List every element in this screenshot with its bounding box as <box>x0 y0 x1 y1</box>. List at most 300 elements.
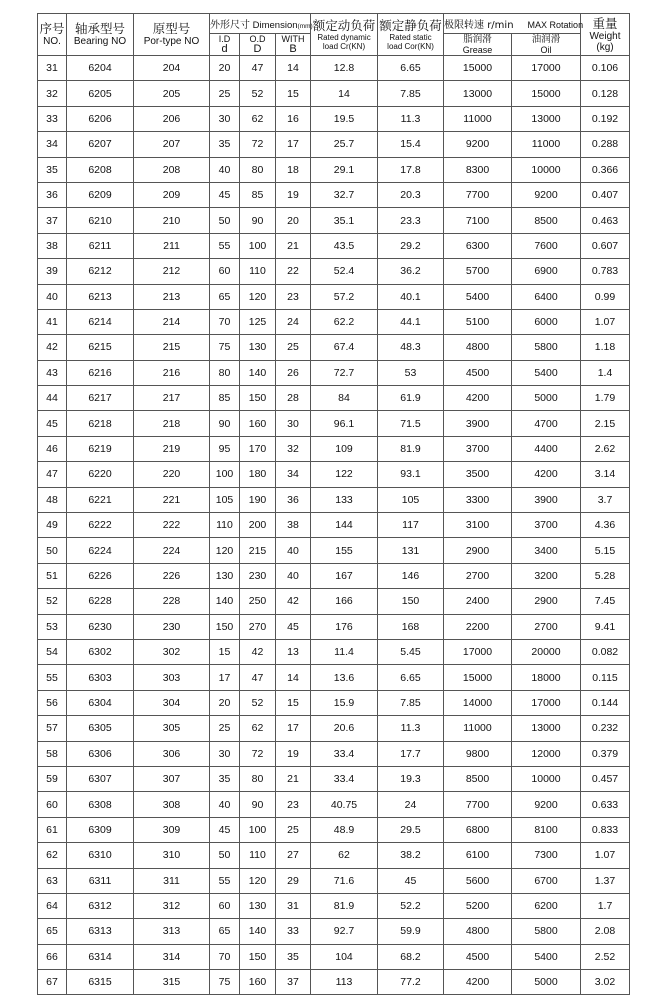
cell-old-type: 306 <box>134 741 210 766</box>
cell-bearing-no: 6224 <box>67 538 134 563</box>
cell-oil-speed: 7300 <box>512 843 581 868</box>
cell-grease-speed: 5100 <box>444 309 512 334</box>
cell-static-load: 81.9 <box>378 436 444 461</box>
cell-static-load: 7.85 <box>378 690 444 715</box>
cell-width: 19 <box>276 741 311 766</box>
cell-bearing-no: 6220 <box>67 462 134 487</box>
cell-weight: 1.07 <box>581 309 630 334</box>
cell-weight: 0.633 <box>581 792 630 817</box>
cell-static-load: 77.2 <box>378 970 444 995</box>
table-row <box>38 741 630 766</box>
cell-old-type: 313 <box>134 919 210 944</box>
cell-no: 63 <box>38 868 67 893</box>
cell-oil-speed: 2900 <box>512 589 581 614</box>
cell-weight: 2.08 <box>581 919 630 944</box>
cell-bearing-no: 6228 <box>67 589 134 614</box>
cell-dynamic-load: 15.9 <box>311 690 378 715</box>
table-row <box>38 690 630 715</box>
cell-width: 14 <box>276 56 311 81</box>
cell-oil-speed: 5800 <box>512 335 581 360</box>
table-row <box>38 284 630 309</box>
cell-bearing-no: 6222 <box>67 513 134 538</box>
cell-static-load: 23.3 <box>378 208 444 233</box>
header-weight: 重量 Weight (kg) <box>581 14 630 56</box>
cell-old-type: 226 <box>134 563 210 588</box>
cell-inner-diameter: 55 <box>210 233 240 258</box>
cell-old-type: 208 <box>134 157 210 182</box>
cell-bearing-no: 6303 <box>67 665 134 690</box>
cell-dynamic-load: 57.2 <box>311 284 378 309</box>
cell-inner-diameter: 60 <box>210 259 240 284</box>
cell-no: 53 <box>38 614 67 639</box>
header-dimension: 外形尺寸 Dimension(mm) <box>210 14 311 34</box>
cell-grease-speed: 5600 <box>444 868 512 893</box>
cell-dynamic-load: 33.4 <box>311 741 378 766</box>
cell-no: 66 <box>38 944 67 969</box>
cell-bearing-no: 6314 <box>67 944 134 969</box>
cell-weight: 2.15 <box>581 411 630 436</box>
cell-static-load: 7.85 <box>378 81 444 106</box>
cell-inner-diameter: 25 <box>210 716 240 741</box>
bearing-spec-table <box>37 13 630 995</box>
cell-old-type: 222 <box>134 513 210 538</box>
table-row <box>38 182 630 207</box>
cell-inner-diameter: 100 <box>210 462 240 487</box>
cell-width: 19 <box>276 182 311 207</box>
cell-grease-speed: 5200 <box>444 893 512 918</box>
cell-oil-speed: 18000 <box>512 665 581 690</box>
cell-oil-speed: 8100 <box>512 817 581 842</box>
cell-no: 44 <box>38 386 67 411</box>
cell-bearing-no: 6209 <box>67 182 134 207</box>
cell-no: 64 <box>38 893 67 918</box>
table-row <box>38 233 630 258</box>
cell-bearing-no: 6312 <box>67 893 134 918</box>
cell-oil-speed: 6700 <box>512 868 581 893</box>
cell-oil-speed: 17000 <box>512 690 581 715</box>
cell-dynamic-load: 84 <box>311 386 378 411</box>
cell-outer-diameter: 140 <box>240 360 276 385</box>
cell-dynamic-load: 43.5 <box>311 233 378 258</box>
cell-old-type: 221 <box>134 487 210 512</box>
cell-dynamic-load: 12.8 <box>311 56 378 81</box>
cell-outer-diameter: 100 <box>240 233 276 258</box>
cell-width: 38 <box>276 513 311 538</box>
cell-outer-diameter: 42 <box>240 639 276 664</box>
cell-oil-speed: 3200 <box>512 563 581 588</box>
cell-oil-speed: 15000 <box>512 81 581 106</box>
cell-oil-speed: 8500 <box>512 208 581 233</box>
cell-static-load: 44.1 <box>378 309 444 334</box>
cell-width: 29 <box>276 868 311 893</box>
cell-oil-speed: 7600 <box>512 233 581 258</box>
table-row <box>38 335 630 360</box>
cell-weight: 3.7 <box>581 487 630 512</box>
cell-old-type: 206 <box>134 106 210 131</box>
cell-grease-speed: 11000 <box>444 106 512 131</box>
cell-outer-diameter: 72 <box>240 132 276 157</box>
cell-dynamic-load: 35.1 <box>311 208 378 233</box>
cell-width: 34 <box>276 462 311 487</box>
cell-static-load: 24 <box>378 792 444 817</box>
cell-dynamic-load: 62 <box>311 843 378 868</box>
cell-dynamic-load: 33.4 <box>311 766 378 791</box>
cell-no: 40 <box>38 284 67 309</box>
cell-outer-diameter: 140 <box>240 919 276 944</box>
cell-outer-diameter: 80 <box>240 157 276 182</box>
cell-dynamic-load: 144 <box>311 513 378 538</box>
cell-bearing-no: 6310 <box>67 843 134 868</box>
cell-width: 37 <box>276 970 311 995</box>
cell-weight: 5.15 <box>581 538 630 563</box>
cell-weight: 0.463 <box>581 208 630 233</box>
cell-grease-speed: 14000 <box>444 690 512 715</box>
table-row <box>38 665 630 690</box>
cell-inner-diameter: 20 <box>210 56 240 81</box>
cell-bearing-no: 6207 <box>67 132 134 157</box>
header-grease: 脂润滑 Grease <box>444 34 512 56</box>
cell-static-load: 150 <box>378 589 444 614</box>
cell-grease-speed: 6300 <box>444 233 512 258</box>
cell-width: 23 <box>276 792 311 817</box>
cell-outer-diameter: 62 <box>240 716 276 741</box>
table-row <box>38 513 630 538</box>
header-outer-diameter: O.D D <box>240 34 276 56</box>
cell-old-type: 218 <box>134 411 210 436</box>
cell-no: 43 <box>38 360 67 385</box>
cell-inner-diameter: 70 <box>210 944 240 969</box>
cell-static-load: 105 <box>378 487 444 512</box>
cell-grease-speed: 3900 <box>444 411 512 436</box>
cell-weight: 0.128 <box>581 81 630 106</box>
table-row <box>38 843 630 868</box>
cell-width: 24 <box>276 309 311 334</box>
cell-static-load: 48.3 <box>378 335 444 360</box>
header-static-load: 额定静负荷 Rated static load Cor(KN) <box>378 14 444 56</box>
cell-outer-diameter: 110 <box>240 259 276 284</box>
cell-oil-speed: 5000 <box>512 386 581 411</box>
cell-dynamic-load: 72.7 <box>311 360 378 385</box>
cell-old-type: 220 <box>134 462 210 487</box>
cell-width: 25 <box>276 335 311 360</box>
cell-old-type: 230 <box>134 614 210 639</box>
cell-bearing-no: 6216 <box>67 360 134 385</box>
cell-no: 50 <box>38 538 67 563</box>
cell-oil-speed: 3900 <box>512 487 581 512</box>
cell-width: 31 <box>276 893 311 918</box>
cell-weight: 0.366 <box>581 157 630 182</box>
cell-width: 33 <box>276 919 311 944</box>
cell-weight: 4.36 <box>581 513 630 538</box>
cell-bearing-no: 6305 <box>67 716 134 741</box>
cell-bearing-no: 6306 <box>67 741 134 766</box>
cell-static-load: 17.8 <box>378 157 444 182</box>
cell-inner-diameter: 65 <box>210 284 240 309</box>
cell-grease-speed: 2700 <box>444 563 512 588</box>
cell-no: 62 <box>38 843 67 868</box>
header-old-type: 原型号 Por-type NO <box>134 14 210 56</box>
cell-grease-speed: 5400 <box>444 284 512 309</box>
cell-width: 23 <box>276 284 311 309</box>
cell-inner-diameter: 45 <box>210 817 240 842</box>
table-body <box>38 56 630 995</box>
table-row <box>38 309 630 334</box>
cell-oil-speed: 5400 <box>512 360 581 385</box>
cell-oil-speed: 6200 <box>512 893 581 918</box>
cell-weight: 1.79 <box>581 386 630 411</box>
cell-outer-diameter: 160 <box>240 970 276 995</box>
cell-bearing-no: 6226 <box>67 563 134 588</box>
cell-dynamic-load: 19.5 <box>311 106 378 131</box>
cell-grease-speed: 6100 <box>444 843 512 868</box>
cell-no: 54 <box>38 639 67 664</box>
cell-oil-speed: 4700 <box>512 411 581 436</box>
cell-inner-diameter: 80 <box>210 360 240 385</box>
cell-width: 16 <box>276 106 311 131</box>
cell-weight: 5.28 <box>581 563 630 588</box>
cell-static-load: 59.9 <box>378 919 444 944</box>
cell-no: 65 <box>38 919 67 944</box>
cell-grease-speed: 3700 <box>444 436 512 461</box>
cell-old-type: 210 <box>134 208 210 233</box>
cell-dynamic-load: 109 <box>311 436 378 461</box>
cell-grease-speed: 4200 <box>444 386 512 411</box>
cell-outer-diameter: 47 <box>240 56 276 81</box>
cell-width: 20 <box>276 208 311 233</box>
table-row <box>38 386 630 411</box>
cell-grease-speed: 13000 <box>444 81 512 106</box>
cell-weight: 0.144 <box>581 690 630 715</box>
cell-bearing-no: 6308 <box>67 792 134 817</box>
cell-oil-speed: 6000 <box>512 309 581 334</box>
cell-outer-diameter: 125 <box>240 309 276 334</box>
header-width: WITH B <box>276 34 311 56</box>
cell-bearing-no: 6302 <box>67 639 134 664</box>
cell-inner-diameter: 85 <box>210 386 240 411</box>
cell-static-load: 52.2 <box>378 893 444 918</box>
cell-width: 26 <box>276 360 311 385</box>
cell-inner-diameter: 120 <box>210 538 240 563</box>
cell-weight: 0.379 <box>581 741 630 766</box>
cell-no: 33 <box>38 106 67 131</box>
cell-weight: 9.41 <box>581 614 630 639</box>
cell-bearing-no: 6217 <box>67 386 134 411</box>
cell-dynamic-load: 113 <box>311 970 378 995</box>
cell-weight: 0.407 <box>581 182 630 207</box>
cell-grease-speed: 8300 <box>444 157 512 182</box>
cell-outer-diameter: 160 <box>240 411 276 436</box>
cell-oil-speed: 12000 <box>512 741 581 766</box>
cell-inner-diameter: 75 <box>210 335 240 360</box>
cell-dynamic-load: 40.75 <box>311 792 378 817</box>
cell-oil-speed: 9200 <box>512 792 581 817</box>
cell-outer-diameter: 130 <box>240 893 276 918</box>
table-row <box>38 639 630 664</box>
cell-dynamic-load: 48.9 <box>311 817 378 842</box>
cell-width: 35 <box>276 944 311 969</box>
cell-weight: 7.45 <box>581 589 630 614</box>
cell-dynamic-load: 20.6 <box>311 716 378 741</box>
cell-static-load: 11.3 <box>378 106 444 131</box>
cell-static-load: 131 <box>378 538 444 563</box>
cell-width: 25 <box>276 817 311 842</box>
cell-weight: 0.082 <box>581 639 630 664</box>
cell-oil-speed: 6900 <box>512 259 581 284</box>
cell-static-load: 29.2 <box>378 233 444 258</box>
cell-outer-diameter: 100 <box>240 817 276 842</box>
cell-width: 13 <box>276 639 311 664</box>
cell-dynamic-load: 155 <box>311 538 378 563</box>
cell-oil-speed: 4400 <box>512 436 581 461</box>
cell-static-load: 17.7 <box>378 741 444 766</box>
bearing-spec-table-container <box>37 13 629 995</box>
cell-bearing-no: 6208 <box>67 157 134 182</box>
cell-no: 36 <box>38 182 67 207</box>
cell-grease-speed: 7100 <box>444 208 512 233</box>
cell-dynamic-load: 29.1 <box>311 157 378 182</box>
table-row <box>38 614 630 639</box>
cell-width: 21 <box>276 766 311 791</box>
cell-grease-speed: 11000 <box>444 716 512 741</box>
cell-dynamic-load: 67.4 <box>311 335 378 360</box>
cell-no: 47 <box>38 462 67 487</box>
table-row <box>38 868 630 893</box>
cell-old-type: 204 <box>134 56 210 81</box>
cell-static-load: 61.9 <box>378 386 444 411</box>
cell-inner-diameter: 110 <box>210 513 240 538</box>
cell-dynamic-load: 104 <box>311 944 378 969</box>
cell-grease-speed: 3300 <box>444 487 512 512</box>
table-row <box>38 106 630 131</box>
cell-weight: 0.192 <box>581 106 630 131</box>
cell-inner-diameter: 40 <box>210 792 240 817</box>
cell-grease-speed: 6800 <box>444 817 512 842</box>
cell-weight: 0.106 <box>581 56 630 81</box>
cell-inner-diameter: 55 <box>210 868 240 893</box>
cell-no: 60 <box>38 792 67 817</box>
cell-dynamic-load: 122 <box>311 462 378 487</box>
cell-width: 36 <box>276 487 311 512</box>
cell-no: 49 <box>38 513 67 538</box>
cell-no: 59 <box>38 766 67 791</box>
cell-no: 45 <box>38 411 67 436</box>
cell-bearing-no: 6218 <box>67 411 134 436</box>
cell-outer-diameter: 215 <box>240 538 276 563</box>
cell-grease-speed: 2900 <box>444 538 512 563</box>
cell-static-load: 19.3 <box>378 766 444 791</box>
cell-static-load: 38.2 <box>378 843 444 868</box>
cell-grease-speed: 15000 <box>444 665 512 690</box>
cell-static-load: 6.65 <box>378 665 444 690</box>
cell-static-load: 68.2 <box>378 944 444 969</box>
cell-bearing-no: 6214 <box>67 309 134 334</box>
table-row <box>38 766 630 791</box>
cell-old-type: 311 <box>134 868 210 893</box>
cell-static-load: 11.3 <box>378 716 444 741</box>
cell-inner-diameter: 95 <box>210 436 240 461</box>
cell-old-type: 215 <box>134 335 210 360</box>
cell-static-load: 93.1 <box>378 462 444 487</box>
cell-static-load: 20.3 <box>378 182 444 207</box>
cell-old-type: 214 <box>134 309 210 334</box>
cell-weight: 1.07 <box>581 843 630 868</box>
cell-width: 22 <box>276 259 311 284</box>
cell-grease-speed: 3100 <box>444 513 512 538</box>
cell-grease-speed: 15000 <box>444 56 512 81</box>
table-row <box>38 208 630 233</box>
cell-no: 35 <box>38 157 67 182</box>
cell-old-type: 213 <box>134 284 210 309</box>
cell-no: 48 <box>38 487 67 512</box>
cell-old-type: 310 <box>134 843 210 868</box>
cell-static-load: 6.65 <box>378 56 444 81</box>
cell-no: 57 <box>38 716 67 741</box>
cell-outer-diameter: 52 <box>240 690 276 715</box>
cell-outer-diameter: 200 <box>240 513 276 538</box>
cell-width: 21 <box>276 233 311 258</box>
cell-oil-speed: 2700 <box>512 614 581 639</box>
cell-static-load: 29.5 <box>378 817 444 842</box>
cell-oil-speed: 11000 <box>512 132 581 157</box>
cell-static-load: 45 <box>378 868 444 893</box>
cell-dynamic-load: 167 <box>311 563 378 588</box>
cell-inner-diameter: 30 <box>210 741 240 766</box>
cell-outer-diameter: 90 <box>240 208 276 233</box>
cell-static-load: 146 <box>378 563 444 588</box>
cell-weight: 1.18 <box>581 335 630 360</box>
cell-no: 41 <box>38 309 67 334</box>
cell-weight: 0.232 <box>581 716 630 741</box>
cell-grease-speed: 4800 <box>444 919 512 944</box>
cell-weight: 2.62 <box>581 436 630 461</box>
cell-bearing-no: 6309 <box>67 817 134 842</box>
cell-outer-diameter: 120 <box>240 284 276 309</box>
cell-weight: 0.115 <box>581 665 630 690</box>
cell-no: 34 <box>38 132 67 157</box>
table-row <box>38 81 630 106</box>
cell-oil-speed: 3400 <box>512 538 581 563</box>
cell-no: 42 <box>38 335 67 360</box>
cell-no: 38 <box>38 233 67 258</box>
cell-no: 46 <box>38 436 67 461</box>
cell-outer-diameter: 170 <box>240 436 276 461</box>
cell-width: 42 <box>276 589 311 614</box>
cell-weight: 0.783 <box>581 259 630 284</box>
cell-inner-diameter: 105 <box>210 487 240 512</box>
header-dynamic-load: 额定动负荷 Rated dynamic load Cr(KN) <box>311 14 378 56</box>
cell-dynamic-load: 176 <box>311 614 378 639</box>
cell-no: 31 <box>38 56 67 81</box>
cell-old-type: 211 <box>134 233 210 258</box>
cell-inner-diameter: 50 <box>210 208 240 233</box>
cell-oil-speed: 5000 <box>512 970 581 995</box>
cell-outer-diameter: 150 <box>240 944 276 969</box>
cell-static-load: 40.1 <box>378 284 444 309</box>
cell-outer-diameter: 110 <box>240 843 276 868</box>
cell-old-type: 228 <box>134 589 210 614</box>
cell-old-type: 304 <box>134 690 210 715</box>
cell-outer-diameter: 270 <box>240 614 276 639</box>
cell-outer-diameter: 250 <box>240 589 276 614</box>
cell-dynamic-load: 13.6 <box>311 665 378 690</box>
cell-oil-speed: 10000 <box>512 766 581 791</box>
table-row <box>38 56 630 81</box>
cell-inner-diameter: 15 <box>210 639 240 664</box>
cell-grease-speed: 4500 <box>444 944 512 969</box>
table-row <box>38 538 630 563</box>
cell-grease-speed: 2400 <box>444 589 512 614</box>
cell-outer-diameter: 190 <box>240 487 276 512</box>
